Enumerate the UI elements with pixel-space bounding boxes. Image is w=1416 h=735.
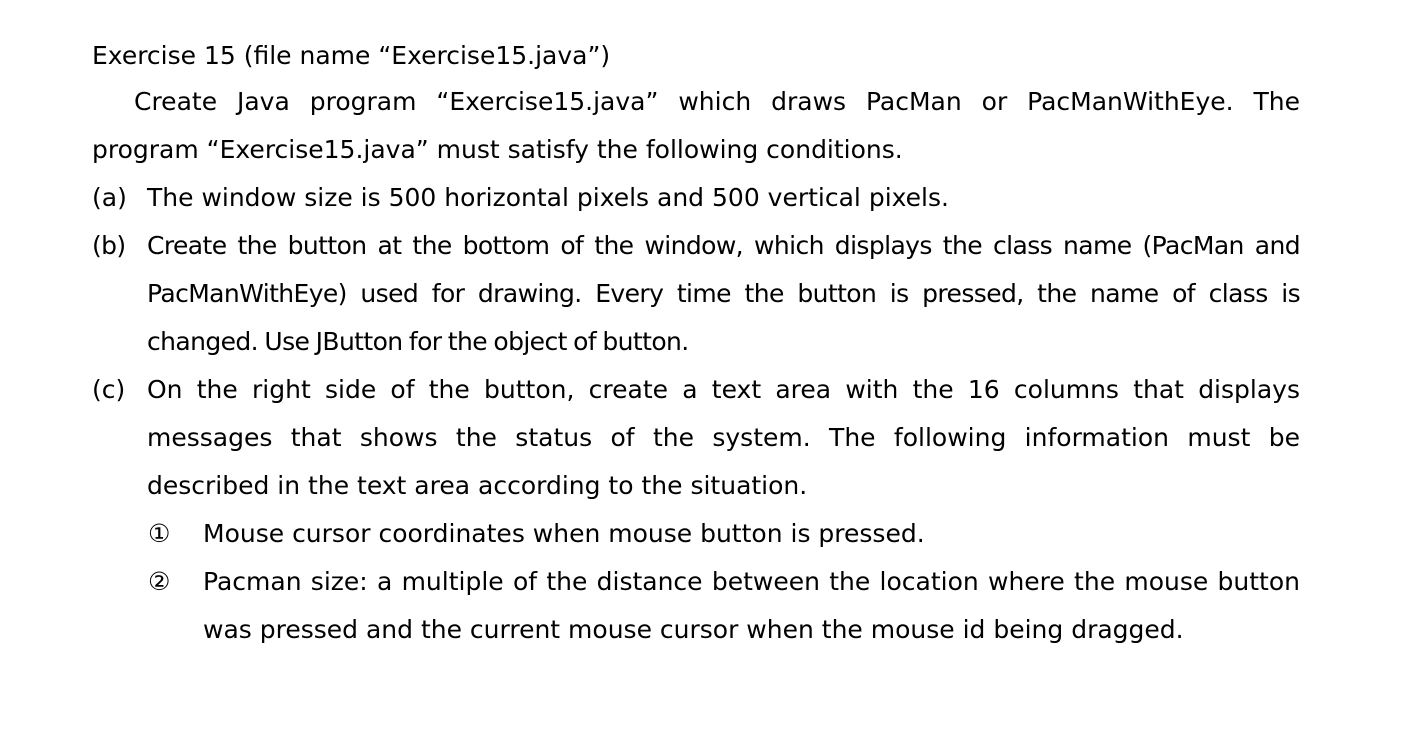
condition-c-text: On the right side of the button, create a text area with the 16 columns that displays messages that shows the status of the system. The following information must be described in the text area according to the situation. bbox=[147, 375, 1300, 500]
condition-a bbox=[92, 174, 1300, 222]
condition-c-marker: (c) bbox=[92, 375, 126, 404]
info-item-2 bbox=[92, 558, 1300, 654]
condition-a-marker: (a) bbox=[92, 183, 127, 212]
condition-b-marker: (b) bbox=[92, 231, 126, 260]
exercise-intro: Create Java program “Exercise15.java” which draws PacMan or PacManWithEye. The program “Exercise15.java” must satisfy the following conditions. bbox=[92, 87, 1300, 164]
info-item-1 bbox=[92, 510, 1300, 558]
exercise-title: Exercise 15 (file name “Exercise15.java”) bbox=[92, 41, 611, 70]
info-item-1-marker: ① bbox=[148, 519, 171, 548]
condition-b bbox=[92, 222, 1300, 366]
info-item-2-marker: ② bbox=[148, 567, 171, 596]
condition-a-text: The window size is 500 horizontal pixels and 500 vertical pixels. bbox=[147, 183, 949, 212]
condition-c bbox=[92, 366, 1300, 510]
info-item-2-text: Pacman size: a multiple of the distance between the location where the mouse button was pressed and the current mouse cursor when the mouse id being dragged. bbox=[203, 567, 1300, 644]
exercise-document bbox=[92, 34, 1300, 654]
condition-b-text: Create the button at the bottom of the window, which displays the class name (PacMan and PacManWithEye) used for drawing. Every time the button is pressed, the name of class is changed. Use JButton for the object of button. bbox=[147, 231, 1300, 356]
info-item-1-text: Mouse cursor coordinates when mouse button is pressed. bbox=[203, 519, 925, 548]
